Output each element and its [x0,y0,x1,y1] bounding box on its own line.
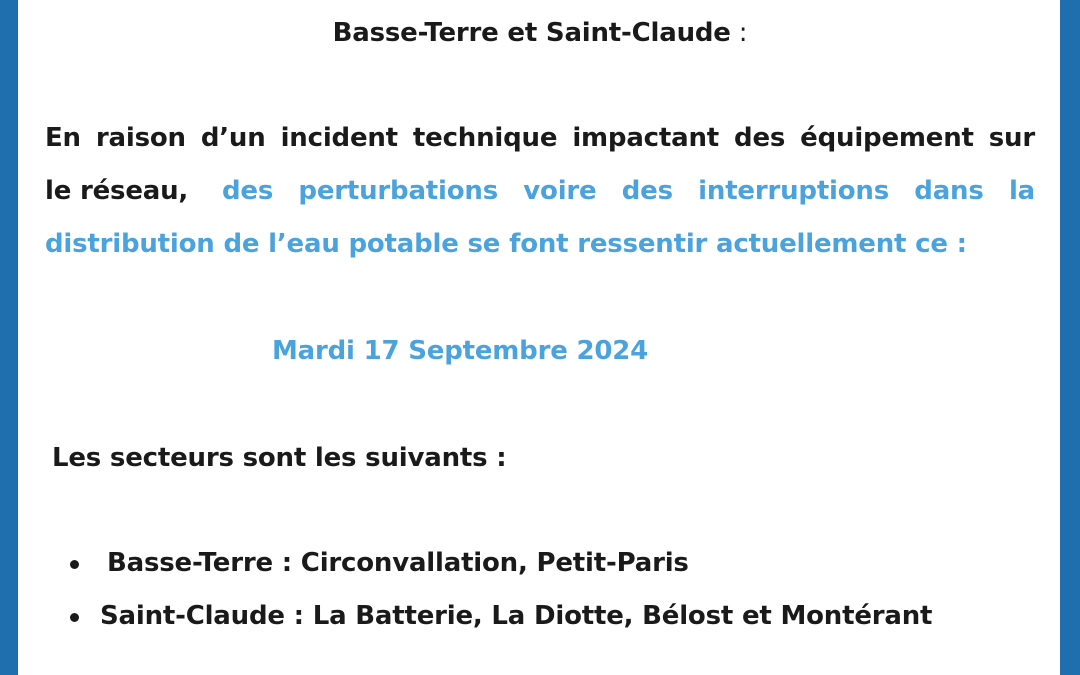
notice-line-3: distribution de l’eau potable se font ressentir actuellement ce : [45,229,967,259]
sectors-title: Les secteurs sont les suivants : [52,443,507,473]
notice-line-2-black: le réseau, [45,176,189,206]
left-border [0,0,18,675]
incident-date: Mardi 17 Septembre 2024 [272,336,649,366]
heading-text: Basse-Terre et Saint-Claude [332,18,731,48]
sector-item-saint-claude: Saint-Claude : La Batterie, La Diotte, Bélost et Montérant [100,601,933,631]
right-border [1060,0,1080,675]
notice-line-1: En raison d’un incident technique impactant des équipement sur [45,123,1035,153]
sector-item-basse-terre: Basse-Terre : Circonvallation, Petit-Paris [107,548,689,578]
heading [0,14,1080,52]
heading-colon: : [730,18,748,48]
notice-line-2-blue: des perturbations voire des interruptions dans la [222,176,1035,206]
bullet-icon [70,613,79,622]
notice-line-2 [45,172,1035,210]
bullet-icon [70,560,79,569]
